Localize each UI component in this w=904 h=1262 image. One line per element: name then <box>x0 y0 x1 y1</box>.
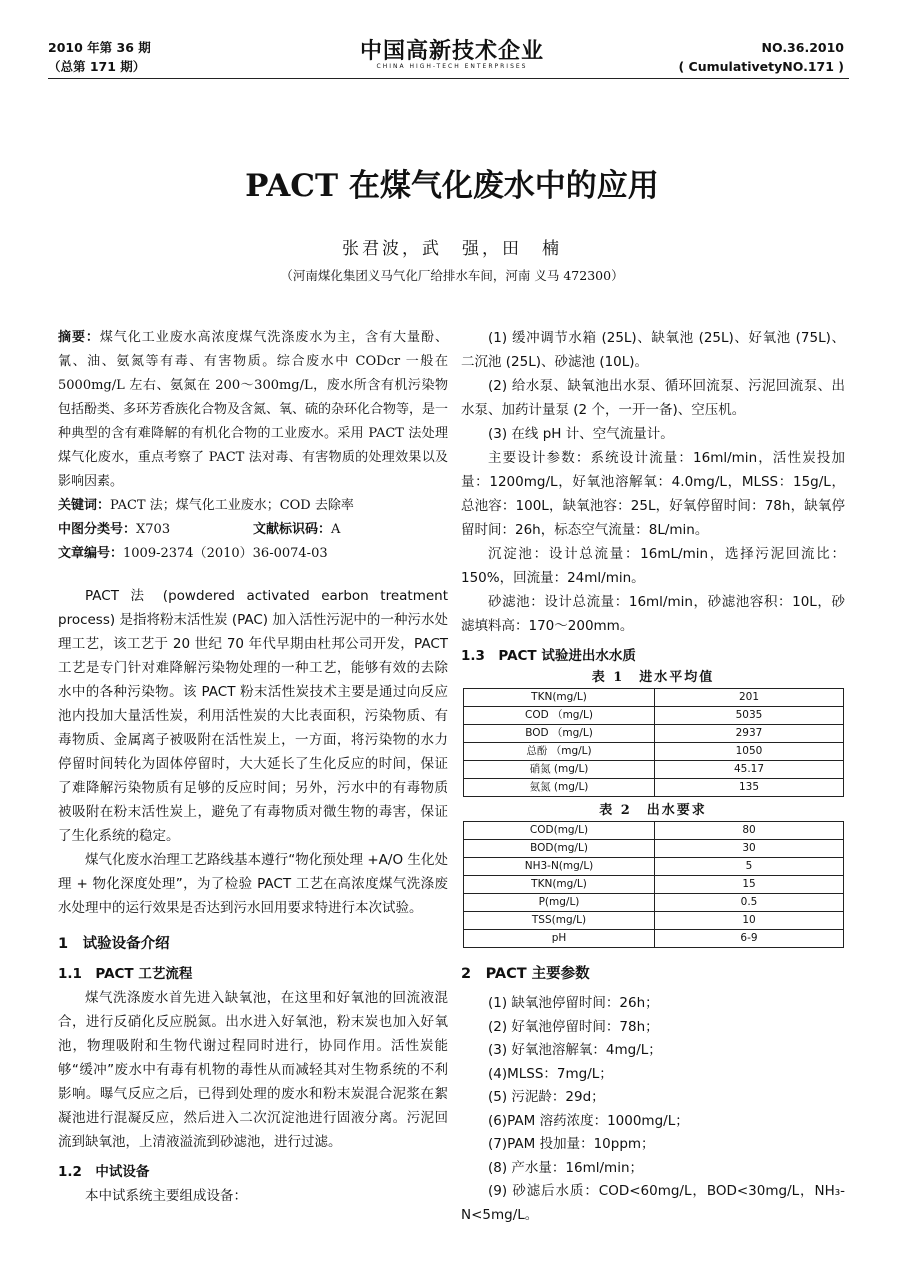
equipment-item-2: (2) 给水泵、缺氧池出水泵、循环回流泵、污泥回流泵、出水泵、加药计量泵 (2 个，一开一备)、空压机。 <box>461 378 845 418</box>
section-1-3-heading: 1.3 PACT 试验进出水水质 <box>461 648 636 664</box>
list-item: (7)PAM 投加量：10ppm； <box>488 1136 655 1152</box>
paper-title: PACT 在煤气化废水中的应用 <box>245 168 659 204</box>
table-row <box>464 840 844 858</box>
design-parameters: 主要设计参数：系统设计流量：16ml/min，活性炭投加量：1200mg/L，好氧池溶解氧：4.0mg/L，MLSS：15g/L，总池容：100L，缺氧池容：25L，好氧停留时间：78h，缺氧停留时间：26h，标态空气流量：8L/min。 <box>461 450 845 538</box>
table-row <box>464 894 844 912</box>
table-cell-parameter: TKN(mg/L) <box>464 876 655 894</box>
table-cell-value: 201 <box>655 689 844 707</box>
list-item: (1) 缺氧池停留时间：26h； <box>488 995 659 1011</box>
table-1-influent <box>463 688 844 797</box>
table-2-title: 表 2 出水要求 <box>599 803 707 818</box>
clc-label: 中图分类号： <box>58 522 137 537</box>
table-cell-parameter: 总酚 （mg/L) <box>464 743 655 761</box>
table-row <box>464 761 844 779</box>
doc-code-value: A <box>331 522 341 537</box>
table-row <box>464 779 844 797</box>
equipment-item-3: (3) 在线 pH 计、空气流量计。 <box>488 426 674 442</box>
sand-filter-parameters: 砂滤池：设计总流量：16ml/min，砂滤池容积：10L，砂滤填料高：170～200mm。 <box>461 594 845 634</box>
total-issue-cn: （总第 171 期） <box>48 59 146 74</box>
table-cell-parameter: COD(mg/L) <box>464 822 655 840</box>
issue-number-cn: 2010 年第 36 期 <box>48 40 151 55</box>
section-1-2-text: 本中试系统主要组成设备： <box>85 1188 247 1204</box>
table-cell-value: 5 <box>655 858 844 876</box>
section-1-2-heading: 1.2 中试设备 <box>58 1164 150 1180</box>
paper-authors: 张君波，武 强，田 楠 <box>342 239 562 259</box>
table-cell-parameter: BOD （mg/L) <box>464 725 655 743</box>
table-row <box>464 822 844 840</box>
journal-subtitle: CHINA HIGH-TECH ENTERPRISES <box>376 63 528 70</box>
table-row <box>464 707 844 725</box>
header-divider <box>48 78 849 79</box>
paper-affiliation: （河南煤化集团义马气化厂给排水车间，河南 义马 472300） <box>280 268 624 283</box>
table-row <box>464 743 844 761</box>
classification-row <box>58 518 448 542</box>
right-column <box>461 326 845 1227</box>
table-cell-value: 10 <box>655 912 844 930</box>
table-cell-value: 2937 <box>655 725 844 743</box>
table-cell-parameter: NH3-N(mg/L) <box>464 858 655 876</box>
section-1-1-text: 煤气洗涤废水首先进入缺氧池，在这里和好氧池的回流液混合，进行反硝化反应脱氮。出水进入好氧池，粉末炭也加入好氧池，物理吸附和生物代谢过程同时进行，协同作用。活性炭能够“缓冲”废水中有毒有机物的毒性从而减轻其对生物系统的不利影响。曝气反应之后，已得到处理的废水和粉末炭混合泥浆在絮凝池进行混凝反应，然后进入二次沉淀池进行固液分离。污泥回流到缺氧池，上清液溢流到砂滤池，进行过滤。 <box>58 990 448 1150</box>
table-cell-parameter: pH <box>464 930 655 948</box>
equipment-item-1: (1) 缓冲调节水箱 (25L)、缺氧池 (25L)、好氧池 (75L)、二沉池 (25L)、砂滤池 (10L)。 <box>461 330 845 370</box>
journal-name: 中国高新技术企业 <box>359 38 544 64</box>
table-cell-parameter: BOD(mg/L) <box>464 840 655 858</box>
intro-paragraph-1: PACT 法 (powdered activated earbon treatment process) 是指将粉末活性炭 (PAC) 加入活性污泥中的一种污水处理工艺，该工艺于 20 世纪 70 年代早期由杜邦公司开发，PACT 工艺是专门针对难降解污染物处理的一种工艺，能够有效的去除水中的各种污染物。该 PACT 粉末活性炭技术主要是通过向反应池内投加大量活性炭，利用活性炭的大比表面积，污染物质、有毒物质、金属离子被吸附在活性炭上，一方面，将污染物的水力停留时间转化为固体停留时，大大延长了生化反应的时间，保证了难降解污染物质有足够的反应时间；另外，污水中的有毒物质被吸附在粉末活性炭上，避免了有毒物质对微生物的毒害，保证了生化系统的稳定。 <box>58 588 448 844</box>
issue-header-right <box>678 38 844 76</box>
list-item: (3) 好氧池溶解氧：4mg/L； <box>488 1042 662 1058</box>
table-row <box>464 876 844 894</box>
table-1-title: 表 1 进水平均值 <box>591 670 715 685</box>
left-column <box>58 326 448 1208</box>
keywords-text: PACT 法；煤气化工业废水；COD 去除率 <box>110 498 354 513</box>
table-cell-value: 0.5 <box>655 894 844 912</box>
doc-code-label: 文献标识码： <box>253 522 332 537</box>
table-cell-value: 5035 <box>655 707 844 725</box>
abstract-block <box>58 326 448 566</box>
table-cell-parameter: 氨氮 (mg/L) <box>464 779 655 797</box>
intro-paragraph-2: 煤气化废水治理工艺路线基本遵行“物化预处理 +A/O 生化处理 + 物化深度处理”，为了检验 PACT 工艺在高浓度煤气洗涤废水处理中的运行效果是否达到污水回用要求特进行本次试验。 <box>58 852 448 916</box>
section-1-heading: 1 试验设备介绍 <box>58 936 170 952</box>
table-cell-value: 15 <box>655 876 844 894</box>
table-row <box>464 725 844 743</box>
table-cell-value: 6-9 <box>655 930 844 948</box>
table-row <box>464 930 844 948</box>
abstract-text: 煤气化工业废水高浓度煤气洗涤废水为主，含有大量酚、氰、油、氨氮等有毒、有害物质。综合废水中 CODcr 一般在 5000mg/L 左右、氨氮在 200～300mg/L，废水所含有机污染物包括酚类、多环芳香族化合物及含氮、氧、硫的杂环化合物等，是一种典型的含有难降解的有机化合物的工业废水。采用 PACT 法处理煤气化废水，重点考察了 PACT 法对毒、有害物质的处理效果以及影响因素。 <box>58 330 449 489</box>
issue-number-en: NO.36.2010 <box>761 40 844 55</box>
list-item: (5) 污泥龄：29d； <box>488 1089 605 1105</box>
table-cell-value: 80 <box>655 822 844 840</box>
settling-tank-parameters: 沉淀池：设计总流量：16mL/min，选择污泥回流比：150%，回流量：24ml/min。 <box>461 546 845 586</box>
table-cell-value: 30 <box>655 840 844 858</box>
list-item: (2) 好氧池停留时间：78h； <box>488 1018 659 1035</box>
table-cell-value: 135 <box>655 779 844 797</box>
section-1-1-heading: 1.1 PACT 工艺流程 <box>58 966 193 982</box>
table-cell-parameter: TSS(mg/L) <box>464 912 655 930</box>
article-no-value: 1009-2374（2010）36-0074-03 <box>123 546 328 561</box>
list-item: (6)PAM 溶药浓度：1000mg/L； <box>488 1112 689 1129</box>
table-row <box>464 858 844 876</box>
table-cell-parameter: TKN(mg/L) <box>464 689 655 707</box>
section-2-heading: 2 PACT 主要参数 <box>461 966 590 982</box>
table-cell-parameter: P(mg/L) <box>464 894 655 912</box>
list-item: (9) 砂滤后水质：COD<60mg/L，BOD<30mg/L，NH₃-N<5mg/L。 <box>461 1183 845 1223</box>
table-cell-value: 1050 <box>655 743 844 761</box>
table-cell-value: 45.17 <box>655 761 844 779</box>
list-item: (8) 产水量：16ml/min； <box>488 1159 643 1176</box>
table-row <box>464 912 844 930</box>
article-no-label: 文章编号： <box>58 546 124 561</box>
clc-value: X703 <box>136 522 171 537</box>
main-parameters-list <box>461 992 845 1227</box>
table-row <box>464 689 844 707</box>
keywords-label: 关键词： <box>58 498 111 513</box>
abstract-label: 摘要： <box>58 330 100 345</box>
table-2-effluent <box>463 821 844 948</box>
table-cell-parameter: COD （mg/L) <box>464 707 655 725</box>
table-cell-parameter: 硝氮 (mg/L) <box>464 761 655 779</box>
total-issue-en: ( CumulativetyNO.171 ) <box>678 59 844 74</box>
list-item: (4)MLSS：7mg/L； <box>488 1065 613 1082</box>
